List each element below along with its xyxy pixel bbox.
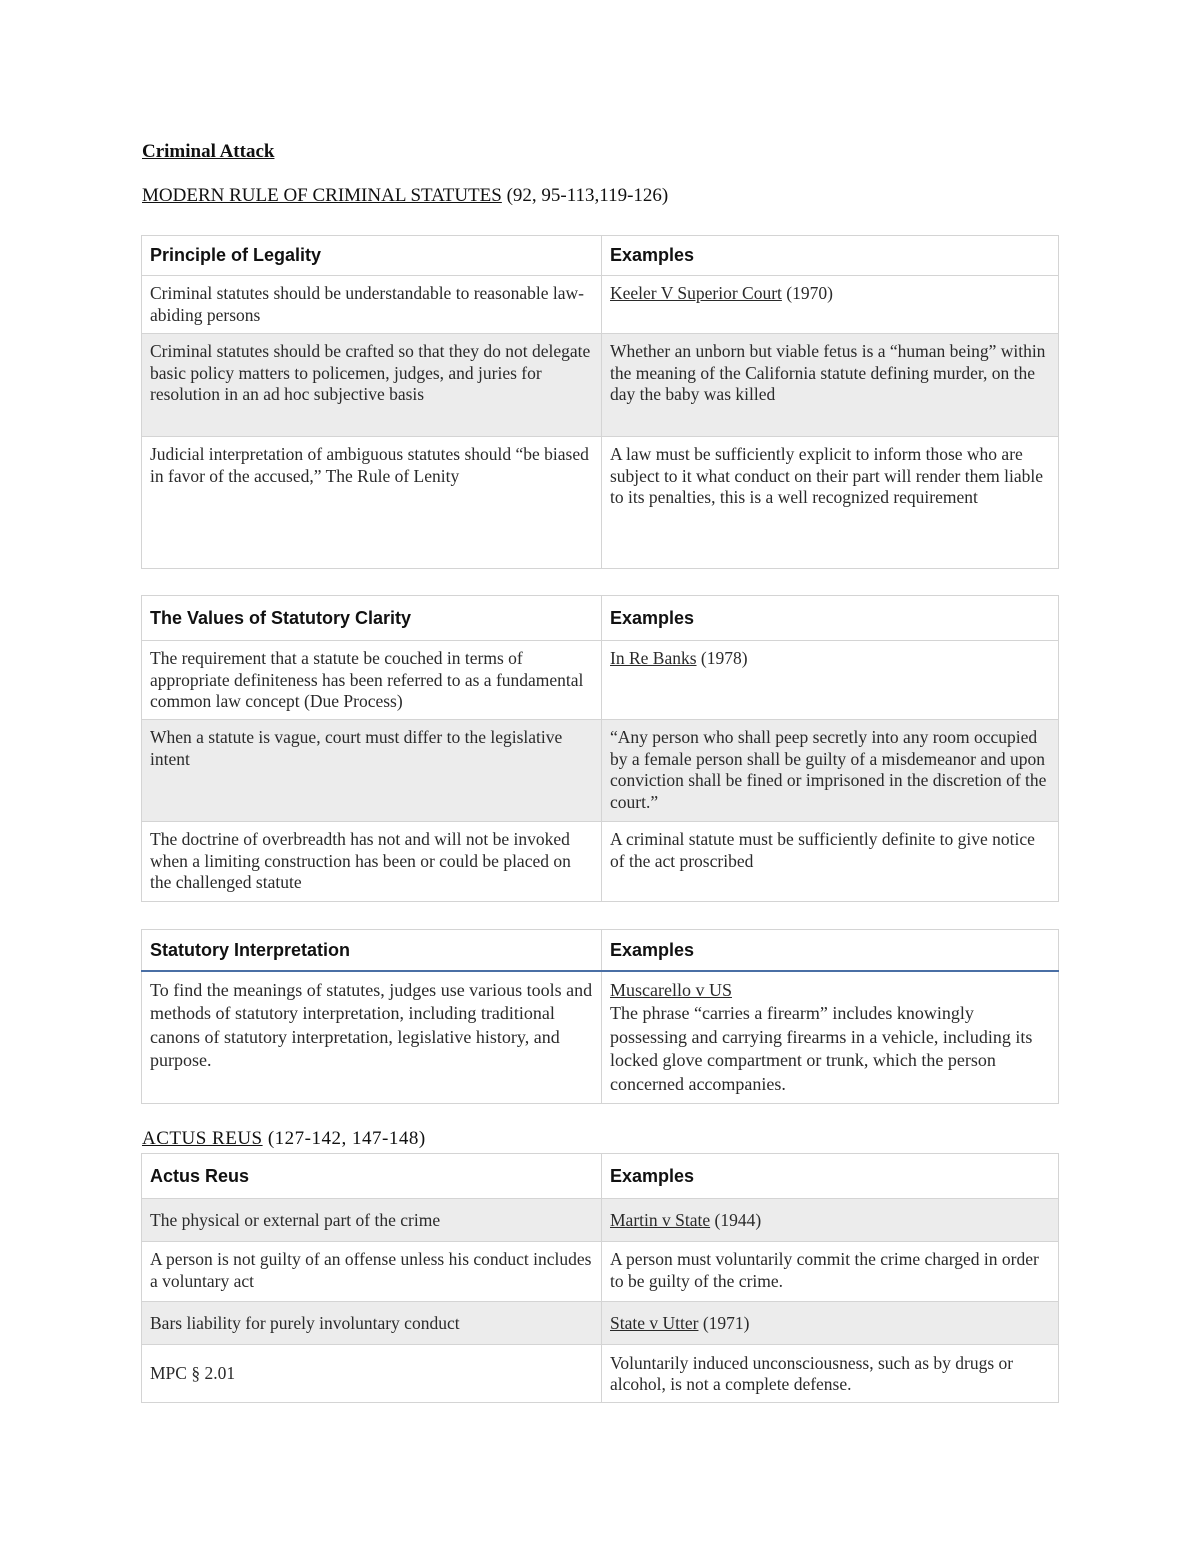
table-header-cell: The Values of Statutory Clarity	[142, 596, 602, 641]
table-cell: A law must be sufficiently explicit to inform those who are subject to it what conduct on their part will render them liable to its penalties, this is a well recognized requirement	[602, 437, 1059, 569]
table-principle-of-legality	[141, 235, 1059, 569]
table-header-cell: Statutory Interpretation	[142, 930, 602, 971]
case-year: (1971)	[698, 1312, 750, 1333]
table-header-cell: Examples	[602, 1154, 1059, 1199]
table-cell	[602, 641, 1059, 720]
table-cell: Bars liability for purely involuntary conduct	[142, 1302, 602, 1345]
table-row	[142, 334, 1059, 437]
section-heading-text: MODERN RULE OF CRIMINAL STATUTES	[142, 185, 502, 206]
table-cell: When a statute is vague, court must differ to the legislative intent	[142, 720, 602, 822]
case-year: (1978)	[696, 648, 748, 668]
case-year: (1944)	[710, 1209, 762, 1230]
table-cell: Criminal statutes should be understandable to reasonable law-abiding persons	[142, 276, 602, 334]
table-header-cell: Actus Reus	[142, 1154, 602, 1199]
table-row	[142, 720, 1059, 822]
case-name: Martin v State	[610, 1209, 711, 1230]
table-header-row	[142, 596, 1059, 641]
table-row	[142, 1302, 1059, 1345]
table-cell: The requirement that a statute be couched in terms of appropriate definiteness has been referred to as a fundamental common law concept (Due Process)	[142, 641, 602, 720]
table-cell: Judicial interpretation of ambiguous statutes should “be biased in favor of the accused,” The Rule of Lenity	[142, 437, 602, 569]
table-header-cell: Principle of Legality	[142, 236, 602, 276]
page-title: Criminal Attack	[142, 141, 275, 162]
table-cell: A person is not guilty of an offense unless his conduct includes a voluntary act	[142, 1242, 602, 1302]
table-header-cell: Examples	[602, 596, 1059, 641]
table-cell	[602, 971, 1059, 1104]
table-cell: The doctrine of overbreadth has not and will not be invoked when a limiting construction has been or could be placed on the challenged statute	[142, 822, 602, 902]
case-name: State v Utter	[610, 1312, 699, 1333]
table-row	[142, 1345, 1059, 1403]
table-row	[142, 437, 1059, 569]
table-header-row	[142, 930, 1059, 971]
table-cell: MPC § 2.01	[142, 1345, 602, 1403]
table-cell: A criminal statute must be sufficiently definite to give notice of the act proscribed	[602, 822, 1059, 902]
table-row	[142, 1242, 1059, 1302]
table-header-row	[142, 1154, 1059, 1199]
table-cell: A person must voluntarily commit the crime charged in order to be guilty of the crime.	[602, 1242, 1059, 1302]
table-cell	[602, 276, 1059, 334]
case-name: In Re Banks	[610, 648, 697, 668]
table-header-cell: Examples	[602, 236, 1059, 276]
table-row	[142, 822, 1059, 902]
section-page-ref: (92, 95-113,119-126)	[501, 185, 669, 206]
table-values-of-statutory-clarity	[141, 595, 1059, 902]
table-cell: The physical or external part of the crime	[142, 1199, 602, 1242]
table-cell: “Any person who shall peep secretly into any room occupied by a female person shall be guilty of a misdemeanor and upon conviction shall be fined or imprisoned in the discretion of the court.”	[602, 720, 1059, 822]
table-statutory-interpretation	[141, 929, 1059, 1104]
section-page-ref: (127-142, 147-148)	[262, 1128, 426, 1149]
table-cell	[602, 1302, 1059, 1345]
table-cell: Whether an unborn but viable fetus is a “human being” within the meaning of the California statute defining murder, on the day the baby was killed	[602, 334, 1059, 437]
case-holding: The phrase “carries a firearm” includes knowingly possessing and carrying firearms in a vehicle, including its locked glove compartment or trunk, which the person concerned accompanies.	[610, 1003, 1033, 1094]
table-cell: Voluntarily induced unconsciousness, such as by drugs or alcohol, is not a complete defense.	[602, 1345, 1059, 1403]
case-name: Muscarello v US	[610, 979, 732, 1000]
table-row	[142, 971, 1059, 1104]
table-row	[142, 641, 1059, 720]
section-heading-actus-reus	[142, 1128, 426, 1150]
table-cell: Criminal statutes should be crafted so that they do not delegate basic policy matters to policemen, judges, and juries for resolution in an ad hoc subjective basis	[142, 334, 602, 437]
case-name: Keeler V Superior Court	[610, 283, 782, 303]
table-header-cell: Examples	[602, 930, 1059, 971]
table-actus-reus	[141, 1153, 1059, 1403]
table-cell: To find the meanings of statutes, judges use various tools and methods of statutory interpretation, including traditional canons of statutory interpretation, legislative history, and purpose.	[142, 971, 602, 1104]
table-header-row	[142, 236, 1059, 276]
table-row	[142, 1199, 1059, 1242]
section-heading-text: ACTUS REUS	[142, 1128, 263, 1149]
case-year: (1970)	[781, 283, 833, 303]
table-row	[142, 276, 1059, 334]
section-heading-modern-rule	[142, 185, 668, 207]
table-cell	[602, 1199, 1059, 1242]
